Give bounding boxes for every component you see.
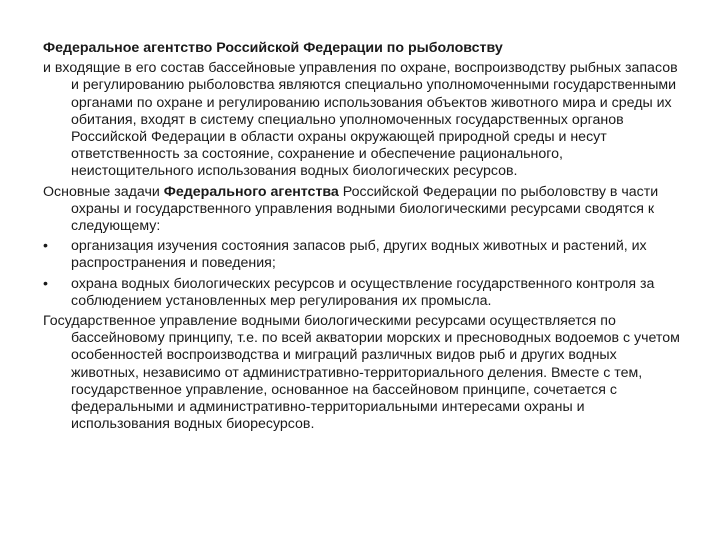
- tasks-intro: Основные задачи: [43, 183, 164, 200]
- bullet-item: [43, 276, 683, 310]
- bullet-text: организация изучения состояния запасов рыб, других водных животных и растений, их распространения и поведения;: [71, 238, 647, 272]
- document-title: Федеральное агентство Российской Федерации по рыболовству: [43, 40, 503, 56]
- bullet-icon: •: [43, 275, 48, 292]
- bullet-item: [43, 238, 683, 272]
- paragraph-basin-principle: Государственное управление водными биологическими ресурсами осуществляется по бассейновому принципу, т.е. по всей акватории морских и пресноводных водоемов с учетом особенностей воспроизводства и миграций различных видов рыб и других водных животных, независимо от административно-территориального деления. Вместе с тем, государственное управление, основанное на бассейновом принципе, сочетается с федеральными и административно-территориальными интересами охраны и использования водных биоресурсов.: [43, 313, 680, 433]
- paragraph-main-tasks: [43, 184, 683, 236]
- bullet-text: охрана водных биологических ресурсов и осуществление государственного контроля за соблюдением установленных мер регулирования их промысла.: [71, 275, 655, 309]
- paragraph-agency-role: и входящие в его состав бассейновые управления по охране, воспроизводству рыбных запасов и регулированию рыболовства являются специально уполномоченными государственными органами по охране и регулированию использования объектов животного мира и среды их обитания, входят в систему специально уполномоченных государственных органов Российской Федерации в области охраны окружающей природной среды и несут ответственность за состояние, сохранение и обеспечение рационального, неистощительного использования водных биологических ресурсов.: [43, 60, 678, 180]
- text-body: [43, 40, 683, 436]
- tasks-rest: Российской Федерации по рыболовству в части охраны и государственного управления водными биологическими ресурсами сводятся к следующему:: [71, 183, 659, 235]
- tasks-agency-bold: Федерального агентства: [163, 183, 339, 200]
- bullet-icon: •: [43, 238, 48, 255]
